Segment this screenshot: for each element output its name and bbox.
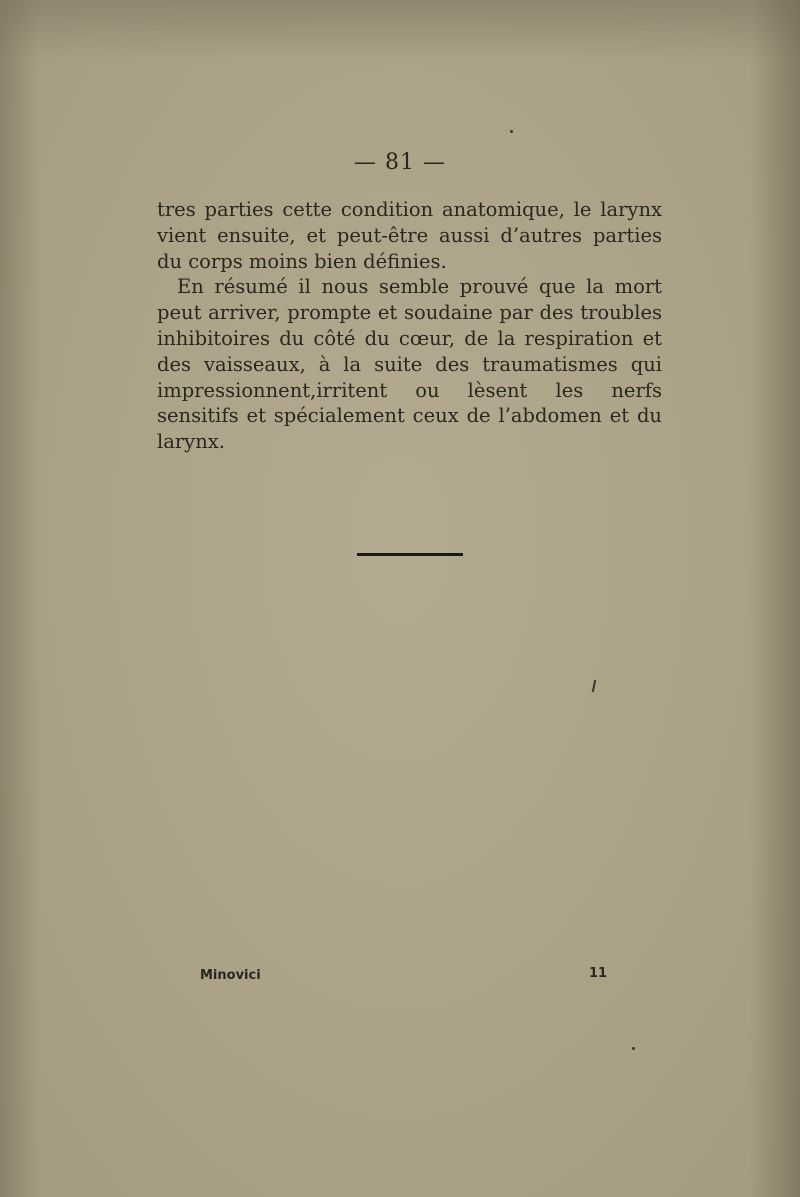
sheet-number: 11 xyxy=(589,966,608,981)
paper-mark xyxy=(510,130,513,133)
paper-mark xyxy=(592,680,596,692)
paper-mark xyxy=(632,1047,635,1050)
section-divider xyxy=(357,553,463,556)
page-edge-shadow xyxy=(0,0,800,60)
page-edge-shadow xyxy=(750,0,800,1197)
paragraph: tres parties cette condition anatomique, le larynx vient ensuite, et peut-être aussi d’autres parties du corps moins bien définies. xyxy=(157,198,662,273)
paragraph: En résumé il nous semble prouvé que la mort peut arriver, prompte et soudaine par des troubles inhibitoires du côté du cœur, de la respiration et des vaisseaux, à la suite des traumatismes qui impressionnent,irritent ou lèsent les nerfs sensitifs et spécialement ceux de l’abdomen et du larynx. xyxy=(157,275,662,454)
page-edge-shadow xyxy=(0,0,40,1197)
printer-signature: Minovici xyxy=(200,968,261,983)
body-text xyxy=(157,197,662,455)
page-number: — 81 — xyxy=(354,150,446,175)
